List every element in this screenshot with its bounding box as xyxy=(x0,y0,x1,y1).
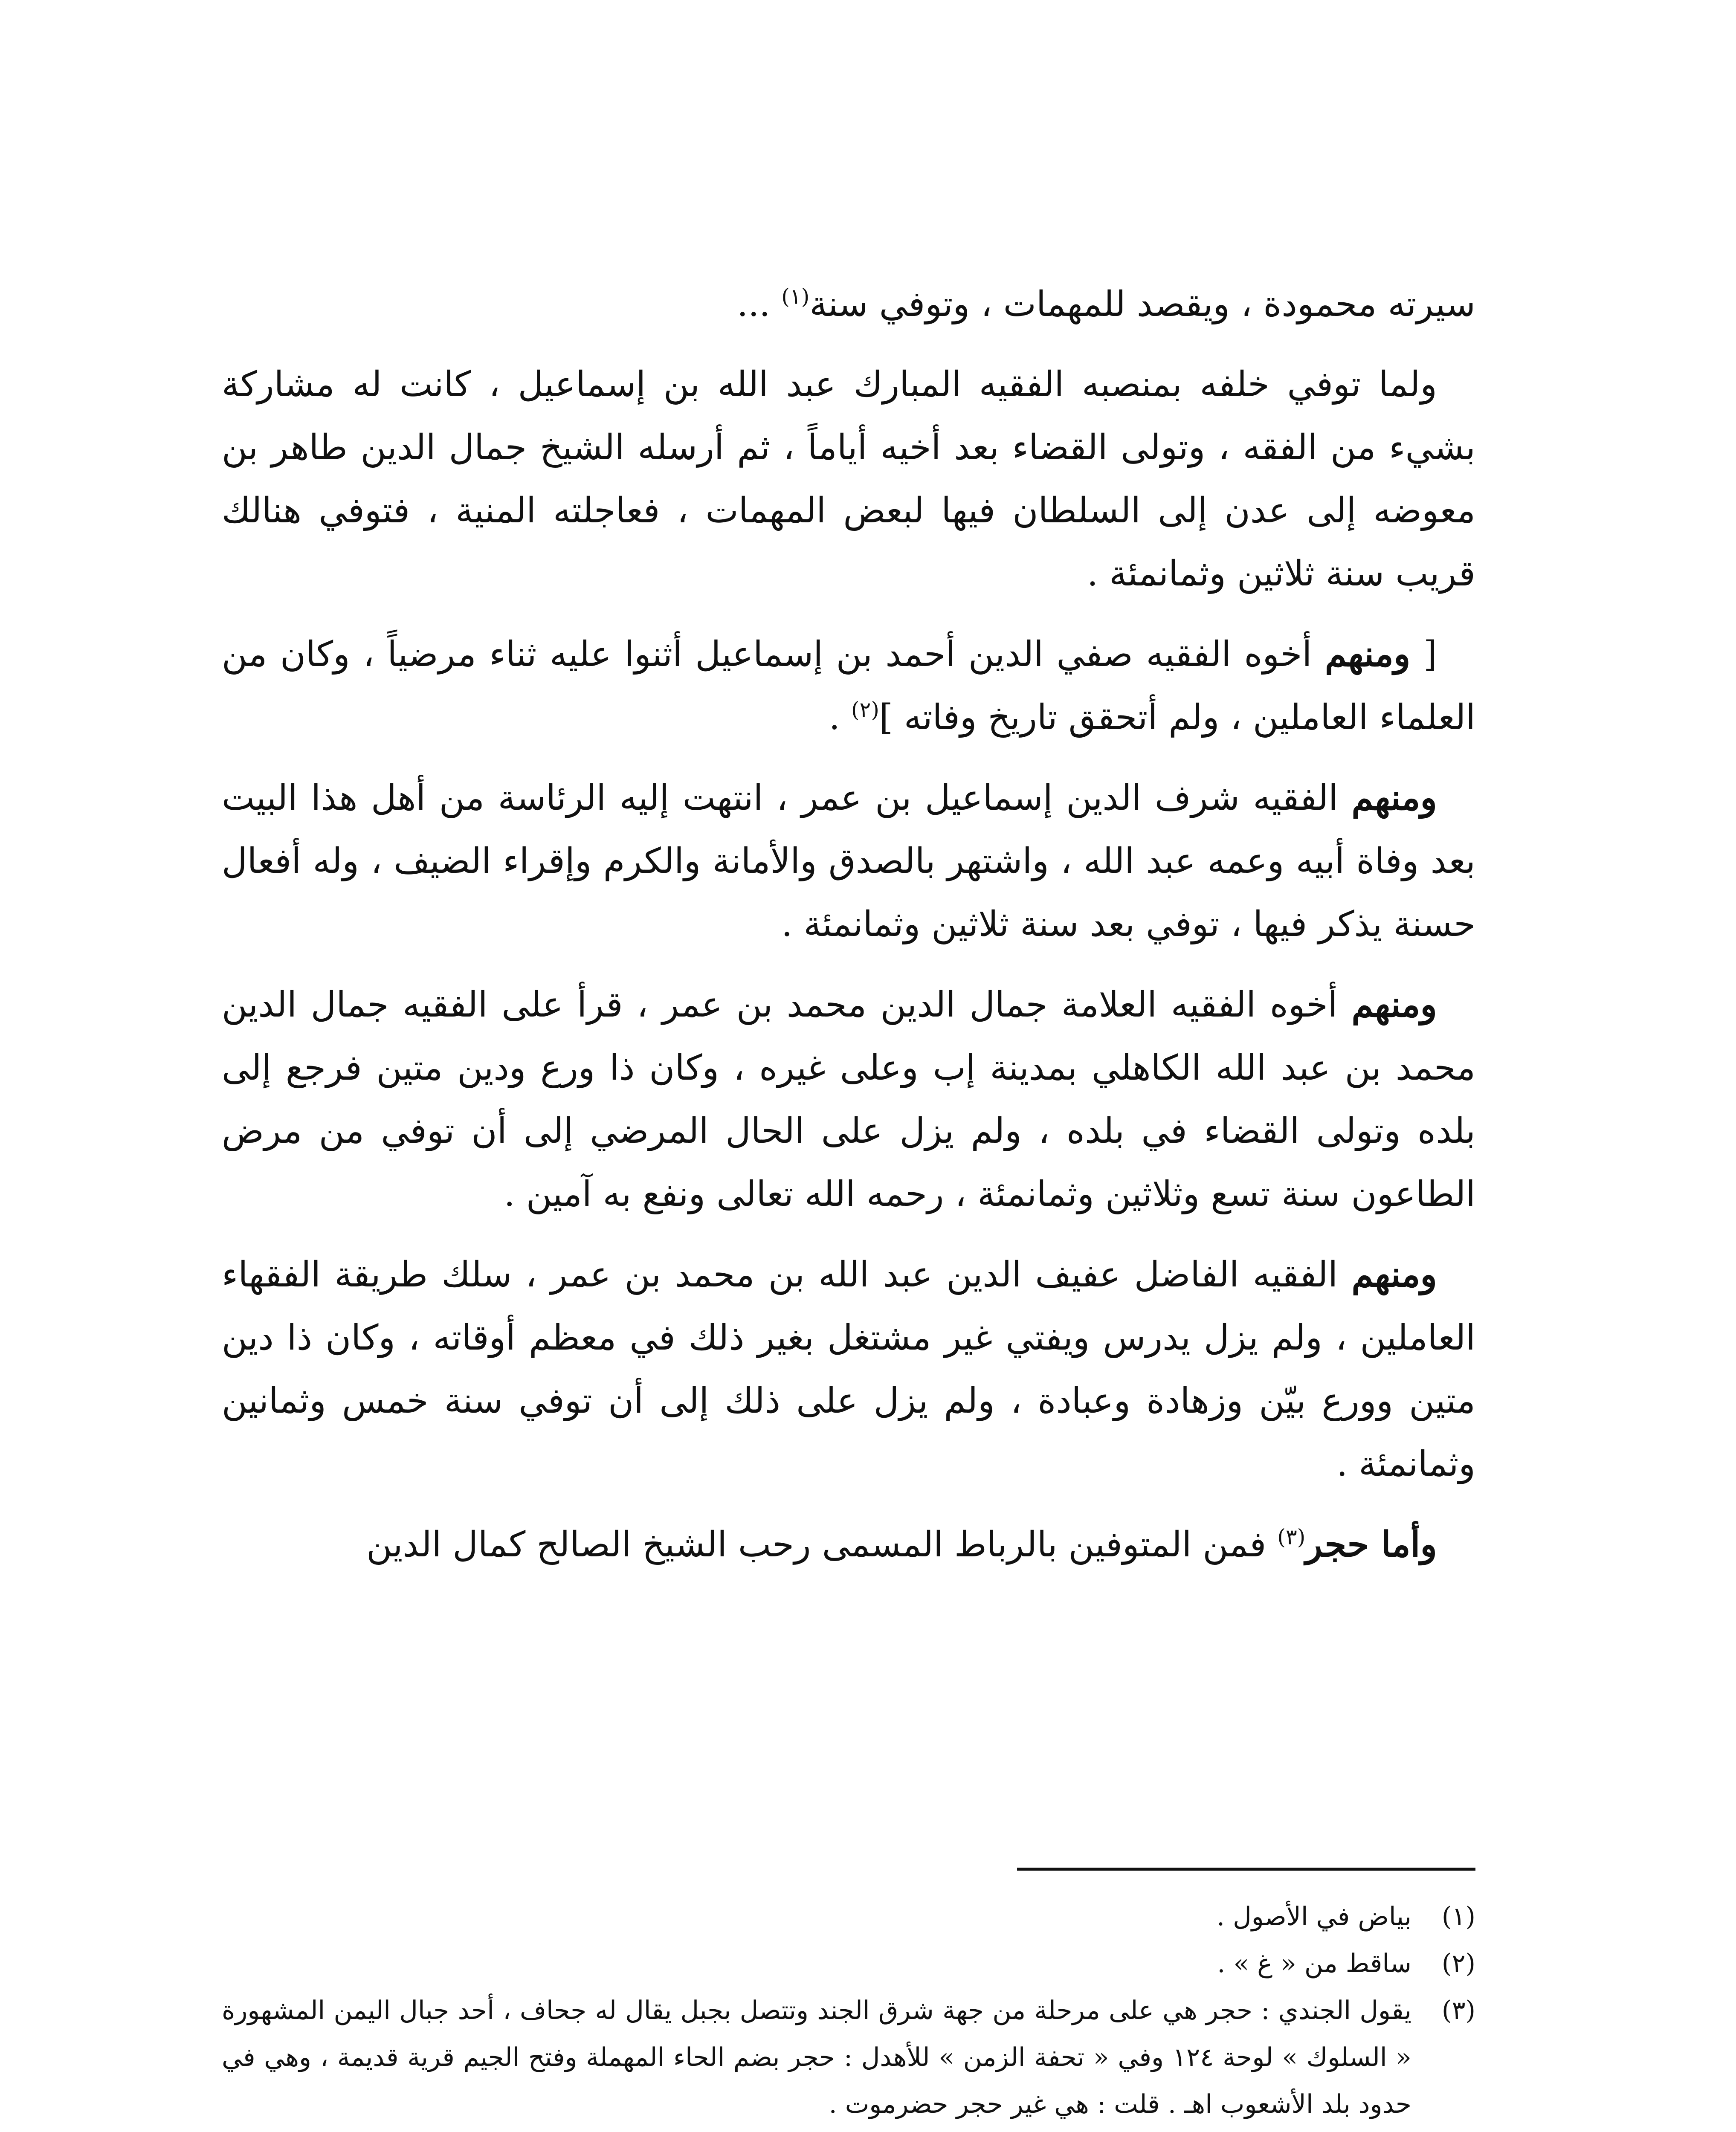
paragraph-5-line-1: أخوه الفقيه العلامة جمال الدين محمد بن عمر ، قرأ على الفقيه جمال الدين xyxy=(222,985,1352,1025)
paragraph-2-line-3: معوضه إلى عدن إلى السلطان فيها لبعض المهمات ، فعاجلته المنية ، فتوفي هنالك xyxy=(222,490,1475,531)
paragraph-3-line-1: أخوه الفقيه صفي الدين أحمد بن إسماعيل أثنوا عليه ثناء مرضياً ، وكان xyxy=(280,634,1325,675)
paragraph-5-line-4: سنة تسع وثلاثين وثمانمئة ، رحمه الله تعالى ونفع به آمين . xyxy=(504,1174,1340,1214)
footnote-1-text: بياض في الأصول . xyxy=(1216,1902,1411,1932)
paragraph-5-lead: ومنهم xyxy=(1351,984,1437,1025)
paragraph-6-line-3: ذا دين متين وورع بيّن وزهادة وعبادة ، ولم يزل على ذلك إلى أن توفي سنة خمس xyxy=(222,1318,1475,1421)
paragraph-1-line-1: سيرته محمودة ، ويقصد للمهمات ، وتوفي سنة xyxy=(809,284,1475,324)
footnote-1 xyxy=(222,1893,1475,1940)
paragraph-2-line-1: ولما توفي خلفه بمنصبه الفقيه المبارك عبد الله بن إسماعيل ، كانت له مشاركة xyxy=(222,364,1437,405)
paragraph-5-line-3: بلده وتولى القضاء في بلده ، ولم يزل على الحال المرضي إلى أن توفي من مرض الطاعون xyxy=(222,1111,1475,1214)
paragraph-4-line-2: البيت بعد وفاة أبيه وعمه عبد الله ، واشتهر بالصدق والأمانة والكرم وإقراء الضيف ، xyxy=(222,778,1475,881)
paragraph-4-lead: ومنهم xyxy=(1351,777,1437,818)
paragraph-5 xyxy=(222,973,1475,1226)
paragraph-5-line-2: محمد بن عبد الله الكاهلي بمدينة إب وعلى غيره ، وكان ذا ورع ودين متين فرجع إلى xyxy=(222,1048,1475,1088)
paragraph-3 xyxy=(222,623,1475,749)
paragraph-6-lead: ومنهم xyxy=(1351,1254,1437,1295)
footnote-ref-3: (٣) xyxy=(1277,1524,1306,1550)
footnote-separator xyxy=(1017,1868,1475,1871)
footnote-3 xyxy=(222,1987,1475,2128)
paragraph-6-line-4: وثمانين وثمانمئة . xyxy=(222,1381,1475,1484)
paragraph-7 xyxy=(222,1513,1475,1576)
footnote-2-text: ساقط من « غ » . xyxy=(1217,1949,1411,1978)
paragraph-3-lead: ومنهم xyxy=(1324,634,1411,675)
footnote-ref-1: (١) xyxy=(781,284,810,309)
footnote-ref-2: (٢) xyxy=(851,697,879,722)
footnotes xyxy=(222,1893,1475,2128)
paragraph-7-lead: وأما حجر xyxy=(1305,1524,1437,1565)
paragraph-2-line-2: بشيء من الفقه ، وتولى القضاء بعد أخيه أياماً ، ثم أرسله الشيخ جمال الدين طاهر بن xyxy=(222,427,1475,468)
paragraph-3-bracket: [ xyxy=(1410,634,1437,675)
paragraph-4 xyxy=(222,766,1475,956)
paragraph-4-line-3: وله أفعال حسنة يذكر فيها ، توفي بعد سنة ثلاثين وثمانمئة . xyxy=(222,841,1475,944)
paragraph-3-line-2: من العلماء العاملين ، ولم أتحقق تاريخ وفاته ] xyxy=(222,634,1475,738)
footnote-3-number: (٣) xyxy=(1441,1996,1475,2025)
footnote-3-text: يقول الجندي : حجر هي على مرحلة من جهة شرق الجند وتتصل بجبل يقال له جحاف ، أحد جبال اليمن المشهورة « السلوك » لوحة ١٢٤ وفي « تحفة الزمن » للأهدل : حجر بضم الحاء المهملة وفتح الجيم قرية قديمة ، وهي في حدود بلد الأشعوب اهـ . قلت : هي غير حجر حضرموت . xyxy=(222,1996,1411,2119)
paragraph-3-tail: . xyxy=(829,697,851,738)
paragraph-1-tail: ... xyxy=(737,284,782,324)
footnote-2 xyxy=(222,1940,1475,1987)
paragraph-6 xyxy=(222,1243,1475,1496)
paragraph-4-line-1: الفقيه شرف الدين إسماعيل بن عمر ، انتهت إليه الرئاسة من أهل هذا xyxy=(311,778,1352,818)
paragraph-1 xyxy=(222,273,1475,336)
paragraph-7-line-1: فمن المتوفين بالرباط المسمى رحب الشيخ الصالح كمال الدين xyxy=(366,1524,1278,1565)
paragraph-2 xyxy=(222,353,1475,605)
main-text xyxy=(222,273,1475,1576)
paragraph-2-line-4: قريب سنة ثلاثين وثمانمئة . xyxy=(1087,553,1475,594)
footnote-2-number: (٢) xyxy=(1441,1949,1475,1978)
footnote-1-number: (١) xyxy=(1441,1902,1475,1932)
paragraph-6-line-1: الفقيه الفاضل عفيف الدين عبد الله بن محمد بن عمر ، سلك طريقة xyxy=(334,1254,1352,1295)
paragraph-6-line-2: الفقهاء العاملين ، ولم يزل يدرس ويفتي غير مشتغل بغير ذلك في معظم أوقاته ، وكان xyxy=(222,1254,1475,1358)
